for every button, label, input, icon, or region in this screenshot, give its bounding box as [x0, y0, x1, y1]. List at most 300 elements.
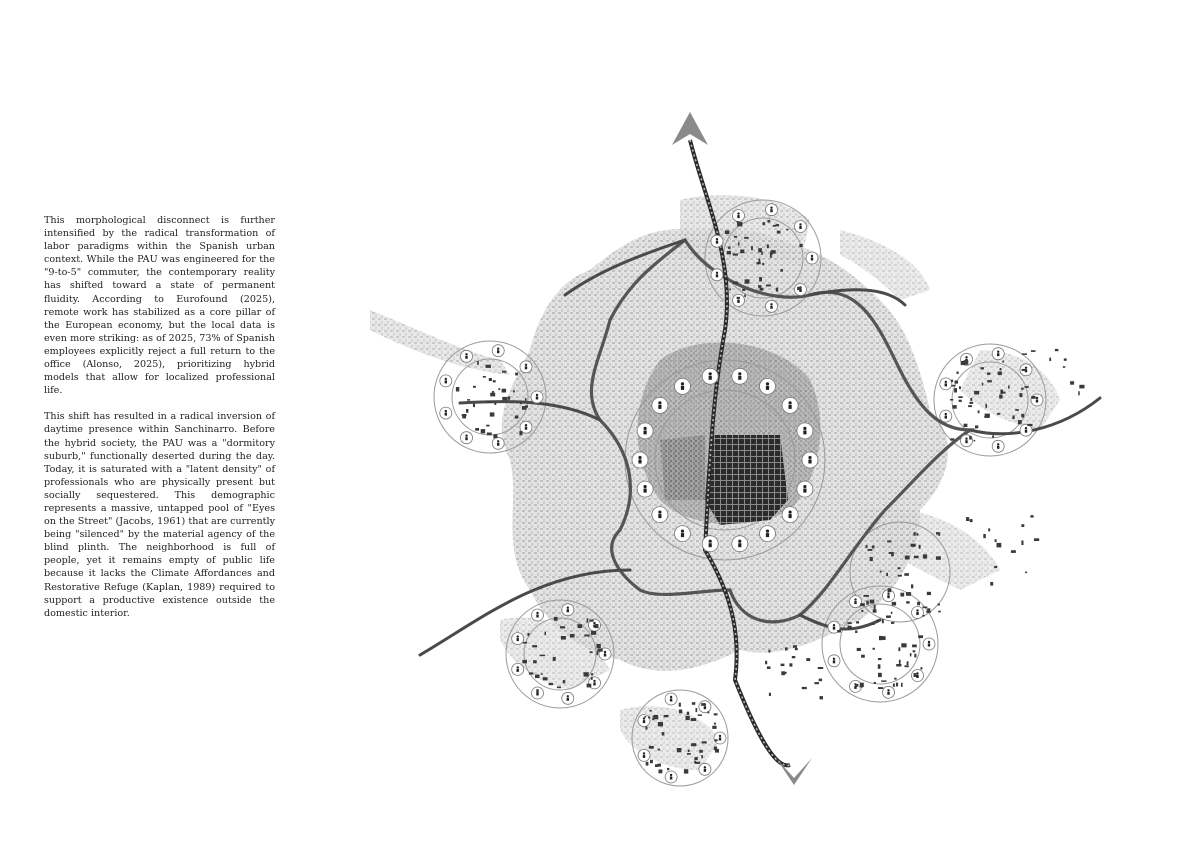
- building-footprint: [786, 229, 788, 231]
- building-footprint: [781, 664, 785, 667]
- person-body-icon: [803, 489, 806, 493]
- building-footprint: [650, 760, 653, 763]
- person-icon: [525, 424, 527, 426]
- person-body-icon: [770, 209, 772, 212]
- madrid-diagram-map: [360, 30, 1120, 830]
- person-body-icon: [799, 226, 801, 229]
- person-body-icon: [497, 350, 499, 353]
- building-footprint: [729, 289, 731, 291]
- building-footprint: [820, 696, 824, 699]
- building-footprint: [687, 753, 691, 755]
- building-footprint: [536, 689, 538, 693]
- person-body-icon: [928, 644, 930, 647]
- building-footprint: [1031, 350, 1036, 352]
- building-footprint: [868, 549, 873, 551]
- building-footprint: [737, 297, 740, 299]
- building-footprint: [936, 556, 941, 560]
- building-footprint: [522, 660, 527, 663]
- building-footprint: [987, 380, 992, 382]
- building-footprint: [789, 663, 792, 666]
- building-footprint: [737, 222, 742, 226]
- building-footprint: [646, 762, 649, 766]
- building-footprint: [780, 269, 783, 272]
- building-footprint: [860, 686, 863, 688]
- person-icon: [811, 255, 813, 257]
- building-footprint: [906, 601, 909, 603]
- building-footprint: [886, 573, 888, 576]
- building-footprint: [701, 755, 703, 758]
- building-footprint: [645, 727, 647, 730]
- building-footprint: [589, 620, 593, 622]
- building-footprint: [982, 383, 984, 386]
- building-footprint: [776, 288, 778, 292]
- building-footprint: [988, 528, 990, 531]
- building-footprint: [498, 388, 500, 390]
- building-footprint: [535, 675, 540, 679]
- building-footprint: [995, 539, 997, 542]
- building-footprint: [913, 650, 916, 652]
- building-footprint: [861, 610, 863, 612]
- building-footprint: [894, 678, 896, 680]
- person-body-icon: [709, 376, 712, 380]
- building-footprint: [1018, 420, 1022, 424]
- person-body-icon: [525, 427, 527, 430]
- person-icon: [789, 401, 792, 404]
- building-footprint: [1021, 414, 1024, 418]
- building-footprint: [578, 624, 583, 628]
- building-footprint: [848, 626, 852, 630]
- building-footprint: [763, 222, 766, 225]
- building-footprint: [889, 552, 892, 554]
- person-icon: [704, 766, 706, 768]
- building-footprint: [493, 434, 497, 438]
- building-footprint: [694, 761, 696, 763]
- building-footprint: [872, 545, 875, 548]
- person-body-icon: [465, 356, 467, 359]
- person-body-icon: [525, 366, 527, 369]
- person-icon: [719, 735, 721, 737]
- building-footprint: [961, 361, 966, 365]
- building-footprint: [882, 619, 884, 623]
- person-body-icon: [997, 353, 999, 356]
- person-icon: [670, 774, 672, 776]
- person-icon: [887, 593, 889, 595]
- person-icon: [716, 238, 718, 240]
- building-footprint: [819, 679, 822, 682]
- building-footprint: [590, 651, 593, 653]
- building-footprint: [523, 642, 527, 644]
- building-footprint: [975, 425, 978, 428]
- person-icon: [517, 635, 519, 637]
- building-footprint: [901, 683, 903, 687]
- building-footprint: [658, 722, 663, 726]
- person-body-icon: [737, 300, 739, 303]
- person-body-icon: [1036, 400, 1038, 403]
- building-footprint: [554, 617, 558, 621]
- building-footprint: [715, 749, 719, 753]
- person-body-icon: [916, 675, 918, 678]
- building-footprint: [1019, 393, 1022, 397]
- building-footprint: [691, 743, 696, 746]
- building-footprint: [886, 616, 891, 618]
- person-icon: [536, 394, 538, 396]
- building-footprint: [919, 545, 921, 549]
- building-footprint: [987, 373, 990, 375]
- building-footprint: [733, 254, 738, 256]
- building-footprint: [954, 388, 957, 392]
- building-footprint: [768, 650, 770, 653]
- building-footprint: [899, 660, 901, 664]
- building-footprint: [679, 703, 681, 707]
- building-footprint: [587, 684, 592, 688]
- building-footprint: [557, 687, 561, 689]
- building-footprint: [1011, 550, 1015, 552]
- person-body-icon: [536, 397, 538, 400]
- building-footprint: [792, 656, 796, 658]
- building-footprint: [914, 556, 919, 559]
- building-footprint: [584, 635, 589, 637]
- building-footprint: [540, 655, 546, 657]
- building-footprint: [887, 540, 891, 542]
- building-footprint: [966, 517, 969, 521]
- building-footprint: [955, 381, 959, 384]
- building-footprint: [914, 654, 916, 658]
- building-footprint: [900, 593, 904, 597]
- building-footprint: [927, 608, 930, 611]
- person-body-icon: [789, 514, 792, 518]
- building-footprint: [543, 677, 548, 680]
- building-footprint: [494, 402, 496, 405]
- building-footprint: [740, 250, 744, 254]
- building-footprint: [896, 664, 901, 667]
- building-footprint: [1025, 572, 1027, 574]
- person-icon: [1036, 397, 1038, 399]
- person-icon: [593, 680, 595, 682]
- building-footprint: [696, 708, 698, 712]
- building-footprint: [659, 770, 663, 774]
- building-footprint: [978, 410, 980, 413]
- building-footprint: [734, 236, 737, 238]
- building-footprint: [888, 588, 892, 592]
- building-footprint: [591, 631, 596, 635]
- fabric-south-patch: [620, 706, 720, 770]
- building-footprint: [545, 632, 547, 636]
- person-body-icon: [681, 386, 684, 390]
- building-footprint: [515, 416, 519, 419]
- building-footprint: [698, 714, 702, 716]
- building-footprint: [974, 391, 979, 395]
- building-footprint: [489, 378, 492, 381]
- building-footprint: [587, 618, 589, 622]
- building-footprint: [878, 687, 883, 689]
- building-footprint: [687, 712, 690, 715]
- building-footprint: [712, 726, 716, 729]
- building-footprint: [493, 380, 496, 382]
- building-footprint: [767, 244, 769, 248]
- building-footprint: [776, 224, 780, 226]
- building-footprint: [519, 431, 522, 435]
- building-footprint: [990, 582, 993, 586]
- person-icon: [716, 272, 718, 274]
- person-icon: [833, 658, 835, 660]
- person-icon: [643, 752, 645, 754]
- person-icon: [465, 435, 467, 437]
- building-footprint: [952, 385, 956, 387]
- building-footprint: [797, 287, 802, 290]
- building-footprint: [534, 662, 536, 664]
- building-footprint: [921, 667, 923, 670]
- building-footprint: [874, 682, 876, 684]
- building-footprint: [486, 365, 491, 368]
- building-footprint: [1008, 386, 1010, 389]
- person-body-icon: [887, 692, 889, 695]
- building-footprint: [927, 592, 931, 595]
- building-footprint: [751, 246, 753, 250]
- building-footprint: [561, 636, 566, 640]
- building-footprint: [997, 413, 1001, 415]
- building-footprint: [686, 716, 690, 720]
- building-footprint: [655, 764, 658, 767]
- building-footprint: [1070, 381, 1074, 385]
- building-footprint: [1055, 349, 1059, 351]
- building-footprint: [758, 285, 761, 288]
- person-icon: [833, 624, 835, 626]
- building-footprint: [896, 683, 898, 687]
- person-icon: [945, 413, 947, 415]
- person-icon: [887, 689, 889, 691]
- building-footprint: [770, 253, 772, 257]
- building-footprint: [520, 402, 522, 404]
- building-footprint: [473, 404, 475, 408]
- person-icon: [593, 622, 595, 624]
- building-footprint: [923, 607, 928, 609]
- building-footprint: [898, 647, 900, 651]
- building-footprint: [502, 397, 507, 401]
- building-footprint: [744, 237, 749, 239]
- building-footprint: [769, 693, 771, 696]
- building-footprint: [502, 389, 507, 393]
- building-footprint: [759, 277, 762, 281]
- paragraph-labor-transformation: This morphological disconnect is further intensified by the radical transformation of labor paradigms within the Spanish urban context. While the PAU was engineered for the "9-to-5" commuter, the contemporary reality has shifted toward a state of permanent fluidity. According to Eurofound (2025), remote work has stabilized as a core pillar of the European economy, but the local data is even more striking: as of 2025, 73% of Spanish employees explicitly reject a full return to the office (Alonso, 2025), prioritizing hybrid models that allow for localized professional life.: [44, 215, 275, 397]
- building-footprint: [992, 435, 994, 438]
- person-body-icon: [644, 430, 647, 434]
- building-footprint: [866, 601, 869, 605]
- building-footprint: [917, 602, 920, 606]
- building-footprint: [878, 673, 882, 677]
- person-body-icon: [766, 386, 769, 390]
- building-footprint: [806, 658, 810, 661]
- building-footprint: [662, 732, 665, 735]
- central-district-block: [705, 435, 788, 525]
- building-footprint: [725, 230, 729, 234]
- building-footprint: [904, 573, 909, 576]
- building-footprint: [584, 672, 589, 676]
- building-footprint: [799, 244, 802, 247]
- building-footprint: [466, 409, 468, 413]
- building-footprint: [777, 231, 781, 234]
- building-footprint: [1078, 391, 1080, 395]
- building-footprint: [766, 285, 771, 287]
- building-footprint: [699, 750, 703, 753]
- building-footprint: [597, 651, 599, 655]
- building-footprint: [864, 595, 870, 597]
- person-icon: [709, 540, 712, 543]
- building-footprint: [508, 396, 510, 399]
- person-icon: [789, 511, 792, 514]
- person-body-icon: [567, 609, 569, 612]
- building-footprint: [1034, 538, 1039, 541]
- building-footprint: [707, 711, 709, 713]
- building-footprint: [860, 603, 865, 606]
- person-body-icon: [670, 699, 672, 702]
- building-footprint: [985, 404, 987, 408]
- person-body-icon: [737, 215, 739, 218]
- building-footprint: [475, 428, 479, 431]
- building-footprint: [691, 718, 696, 721]
- person-icon: [738, 540, 741, 543]
- building-footprint: [525, 405, 528, 408]
- building-footprint: [785, 647, 788, 650]
- building-footprint: [964, 424, 968, 427]
- person-icon: [799, 223, 801, 225]
- building-footprint: [874, 605, 876, 609]
- building-footprint: [923, 615, 925, 617]
- person-body-icon: [808, 460, 811, 464]
- person-body-icon: [738, 543, 741, 547]
- person-body-icon: [854, 601, 856, 604]
- person-icon: [445, 410, 447, 412]
- building-footprint: [1015, 409, 1019, 411]
- building-footprint: [667, 768, 669, 770]
- building-footprint: [998, 372, 1002, 376]
- building-footprint: [701, 703, 706, 706]
- building-footprint: [906, 592, 911, 596]
- building-footprint: [881, 680, 886, 682]
- person-body-icon: [1025, 430, 1027, 433]
- building-footprint: [541, 673, 543, 675]
- building-footprint: [968, 405, 972, 407]
- person-body-icon: [997, 446, 999, 449]
- building-footprint: [818, 667, 824, 669]
- person-icon: [945, 381, 947, 383]
- person-icon: [808, 456, 811, 459]
- building-footprint: [744, 295, 746, 298]
- person-icon: [644, 485, 647, 488]
- building-footprint: [502, 371, 506, 373]
- building-footprint: [702, 741, 707, 743]
- person-icon: [803, 485, 806, 488]
- building-footprint: [969, 436, 972, 440]
- building-footprint: [664, 715, 669, 717]
- person-body-icon: [670, 777, 672, 780]
- building-footprint: [957, 372, 959, 375]
- person-body-icon: [638, 460, 641, 464]
- building-footprint: [871, 623, 875, 625]
- person-body-icon: [497, 443, 499, 446]
- building-footprint: [856, 684, 859, 687]
- building-footprint: [462, 414, 466, 418]
- building-footprint: [525, 398, 527, 401]
- building-footprint: [980, 367, 984, 369]
- building-footprint: [910, 653, 912, 656]
- person-icon: [965, 438, 967, 440]
- person-body-icon: [803, 430, 806, 434]
- person-body-icon: [704, 706, 706, 709]
- building-footprint: [490, 412, 495, 416]
- building-footprint: [684, 769, 688, 773]
- building-footprint: [814, 682, 819, 684]
- building-footprint: [456, 387, 459, 392]
- building-footprint: [870, 557, 873, 561]
- building-footprint: [553, 657, 556, 661]
- building-footprint: [1001, 392, 1006, 394]
- person-icon: [854, 598, 856, 600]
- building-footprint: [679, 710, 682, 714]
- person-icon: [1025, 427, 1027, 429]
- building-footprint: [745, 279, 750, 283]
- building-footprint: [1002, 361, 1004, 363]
- person-icon: [766, 382, 769, 385]
- building-footprint: [486, 425, 489, 427]
- building-footprint: [758, 248, 762, 252]
- building-footprint: [688, 750, 690, 753]
- building-footprint: [596, 644, 600, 648]
- building-footprint: [757, 262, 761, 264]
- person-icon: [770, 207, 772, 209]
- building-footprint: [873, 648, 876, 650]
- building-footprint: [795, 648, 798, 650]
- person-icon: [644, 427, 647, 430]
- person-body-icon: [945, 416, 947, 419]
- person-icon: [916, 609, 918, 611]
- building-footprint: [891, 612, 893, 614]
- building-footprint: [652, 718, 654, 720]
- building-footprint: [923, 554, 927, 558]
- building-footprint: [1079, 385, 1084, 389]
- building-footprint: [515, 373, 518, 376]
- person-icon: [465, 353, 467, 355]
- building-footprint: [783, 672, 787, 674]
- building-footprint: [891, 622, 894, 624]
- person-icon: [709, 372, 712, 375]
- building-footprint: [1012, 415, 1014, 419]
- person-body-icon: [709, 543, 712, 547]
- building-footprint: [969, 402, 973, 404]
- building-footprint: [1000, 368, 1002, 370]
- person-body-icon: [704, 769, 706, 772]
- building-footprint: [527, 633, 529, 636]
- building-footprint: [560, 626, 565, 628]
- person-body-icon: [887, 595, 889, 598]
- person-body-icon: [644, 489, 647, 493]
- building-footprint: [483, 376, 486, 378]
- building-footprint: [738, 242, 740, 245]
- building-footprint: [694, 757, 697, 760]
- building-footprint: [773, 225, 776, 227]
- person-body-icon: [766, 533, 769, 537]
- building-footprint: [767, 666, 771, 669]
- person-body-icon: [789, 405, 792, 409]
- building-footprint: [951, 380, 953, 383]
- building-footprint: [974, 440, 976, 442]
- building-footprint: [1022, 353, 1027, 355]
- person-icon: [658, 401, 661, 404]
- building-footprint: [959, 400, 962, 402]
- neighbourhood-ring-southeast-2-inner: [840, 604, 920, 684]
- person-icon: [1025, 367, 1027, 369]
- building-footprint: [870, 600, 875, 604]
- building-footprint: [1031, 396, 1035, 399]
